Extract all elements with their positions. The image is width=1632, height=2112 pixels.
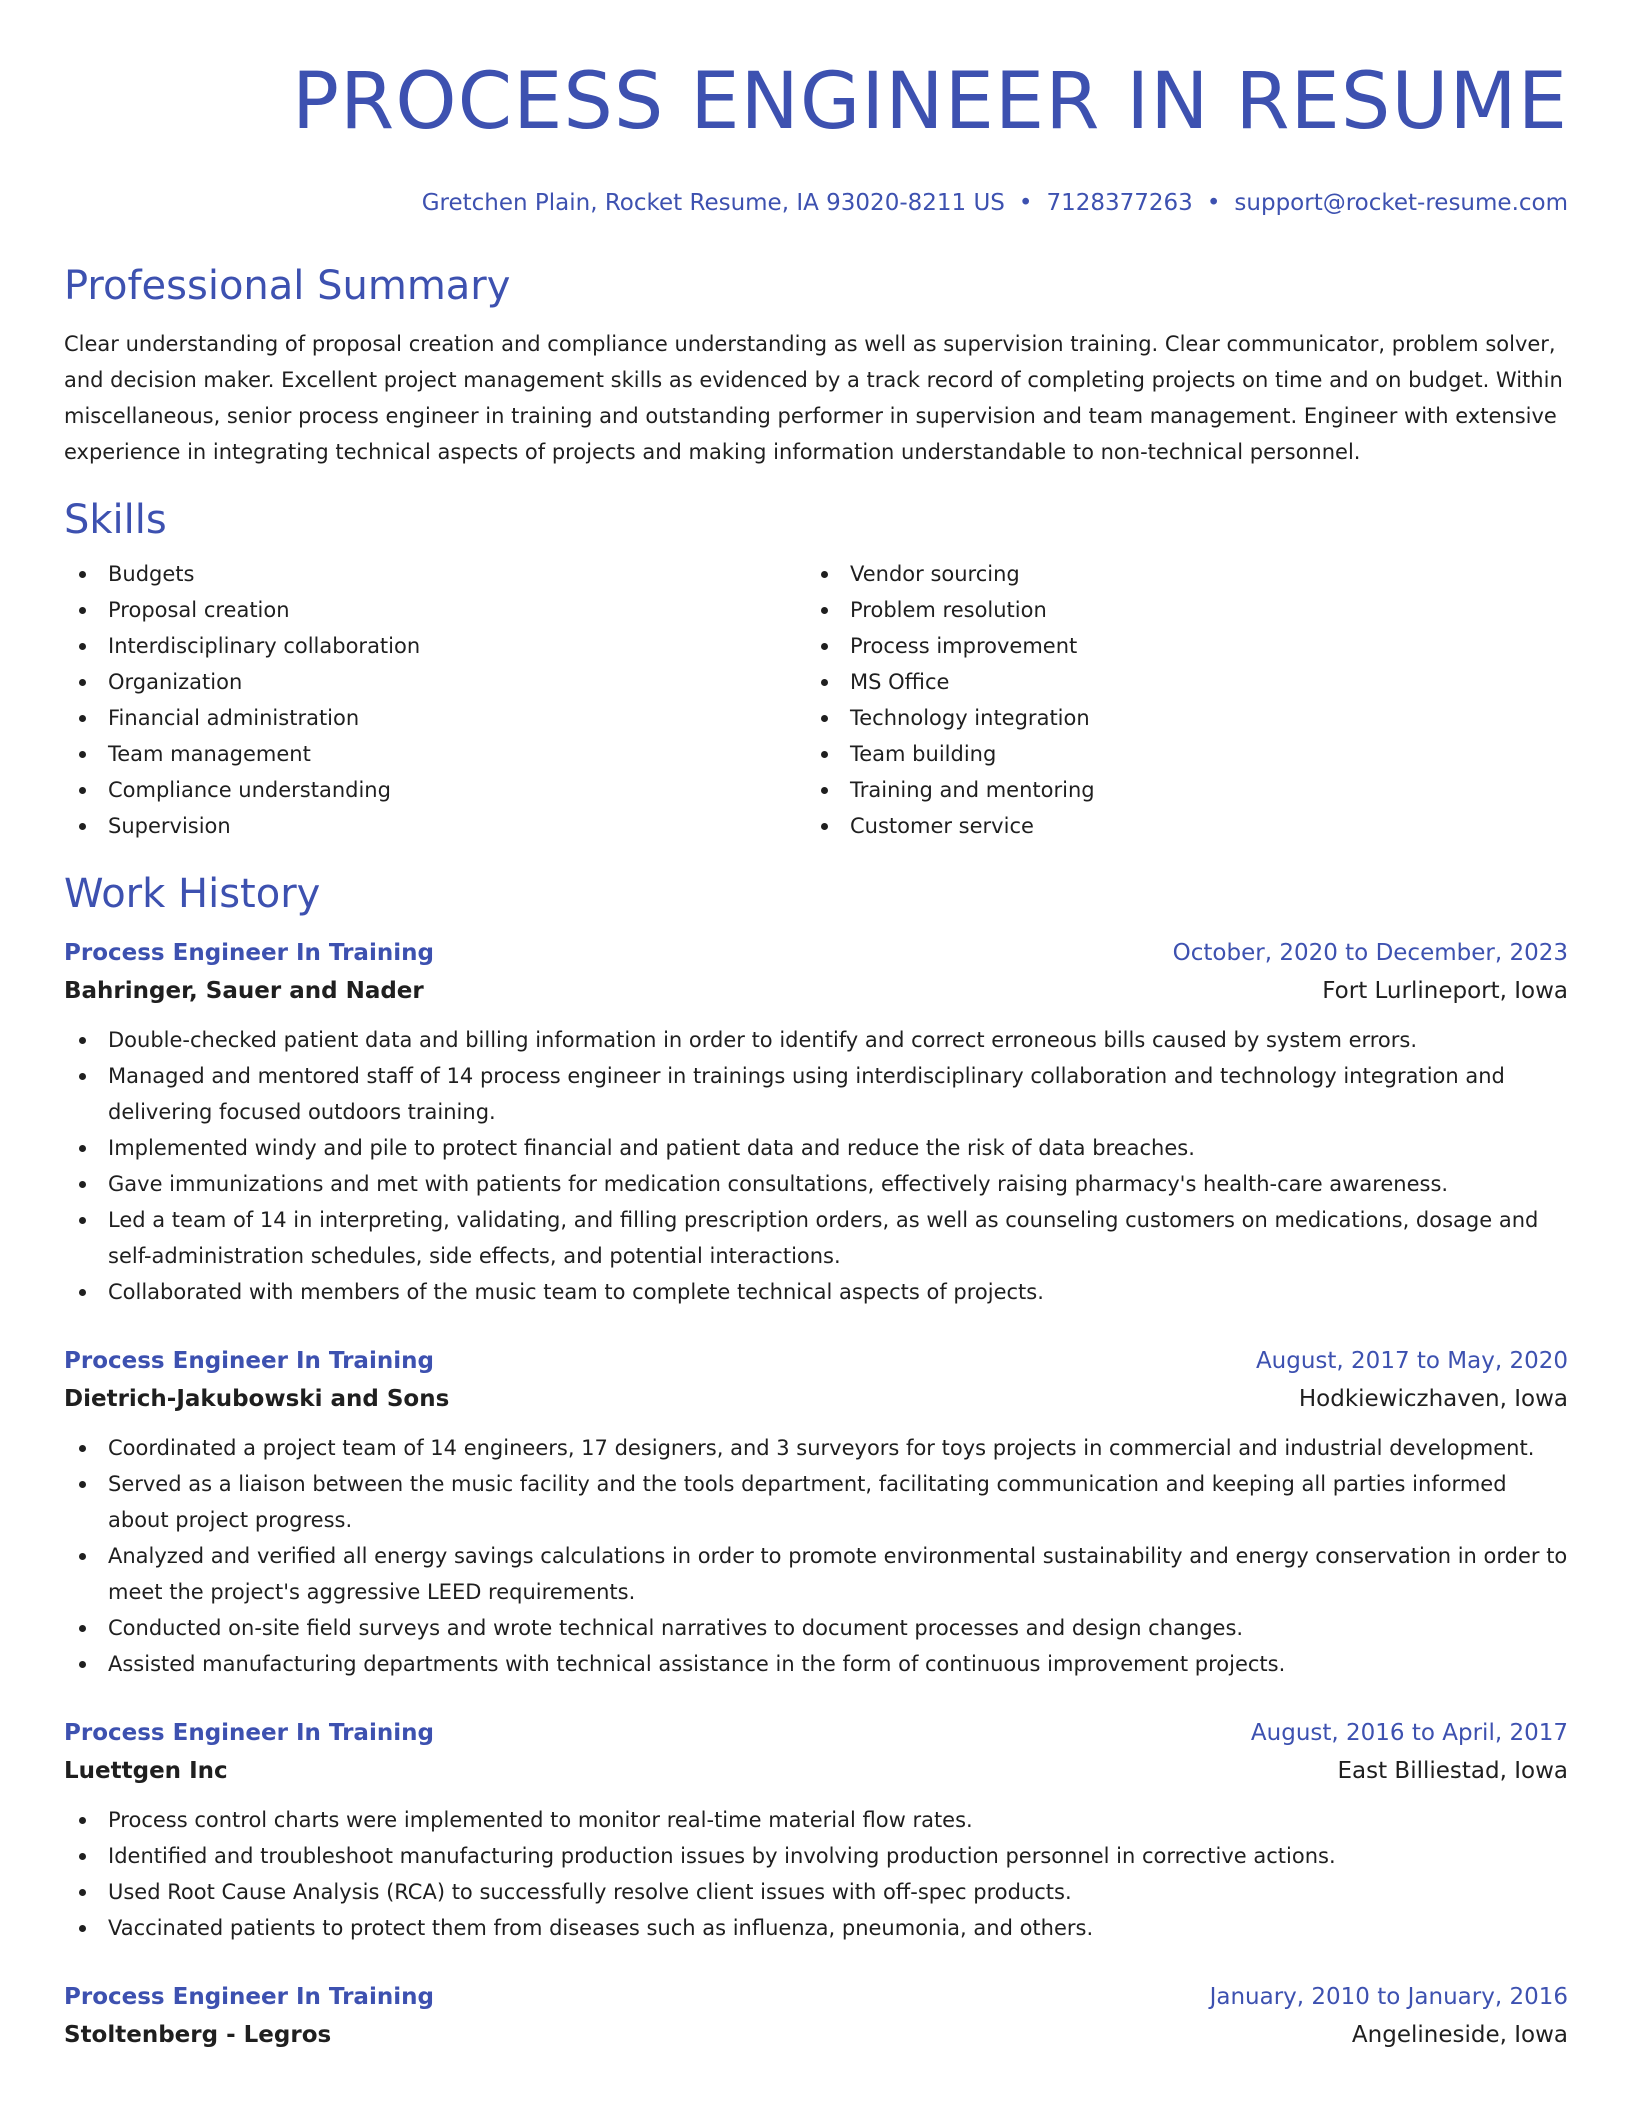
job-company-row [64,972,1568,1010]
job-entry [64,1978,1568,2054]
skill-item: Process improvement [806,628,1548,664]
job-company-row [64,2016,1568,2054]
job-company: Luettgen Inc [64,1758,228,1784]
contact-separator: • [1206,190,1221,216]
section-title-skills: Skills [64,497,167,543]
skills-column-right [806,556,1548,844]
job-entry [64,934,1568,1310]
job-bullet: Conducted on-site field surveys and wrote technical narratives to document processes and design changes. [64,1610,1568,1646]
skill-item: MS Office [806,664,1548,700]
job-bullet: Double-checked patient data and billing information in order to identify and correct erroneous bills caused by system errors. [64,1022,1568,1058]
job-entry [64,1342,1568,1682]
skill-item: Team building [806,736,1548,772]
job-title-row [64,1978,1568,2016]
job-dates: August, 2017 to May, 2020 [1255,1348,1568,1374]
resume-header [64,52,1568,218]
job-bullet: Analyzed and verified all energy savings calculations in order to promote environmental sustainability and energy conservation in order to meet the project's aggressive LEED requirements. [64,1538,1568,1610]
job-bullet: Led a team of 14 in interpreting, validating, and filling prescription orders, as well as counseling customers on medications, dosage and self-administration schedules, side effects, and potential interactions. [64,1202,1568,1274]
job-location: Fort Lurlineport, Iowa [1322,978,1568,1004]
job-title: Process Engineer In Training [64,1720,434,1746]
summary-text: Clear understanding of proposal creation and compliance understanding as well as supervision training. Clear communicator, problem solver, and decision maker. Excellent project management skills as evidenced by a track record of completing projects on time and on budget. Within miscellaneous, senior process engineer in training and outstanding performer in supervision and team management. Engineer with extensive experience in integrating technical aspects of projects and making information understandable to non-technical personnel. [64,332,1563,464]
job-location: East Billiestad, Iowa [1337,1758,1568,1784]
job-bullets [64,1430,1568,1682]
skill-item: Compliance understanding [64,772,806,808]
job-title: Process Engineer In Training [64,1348,434,1374]
job-title-row [64,1714,1568,1752]
skill-item: Team management [64,736,806,772]
job-title: Process Engineer In Training [64,940,434,966]
contact-separator: • [1018,190,1033,216]
job-bullet: Used Root Cause Analysis (RCA) to successfully resolve client issues with off-spec products. [64,1874,1568,1910]
job-bullet: Process control charts were implemented to monitor real-time material flow rates. [64,1802,1568,1838]
job-company: Stoltenberg - Legros [64,2022,332,2048]
skill-item: Financial administration [64,700,806,736]
skill-item: Budgets [64,556,806,592]
job-title: Process Engineer In Training [64,1984,434,2010]
job-bullet: Served as a liaison between the music facility and the tools department, facilitating communication and keeping all parties informed about project progress. [64,1466,1568,1538]
section-title-work-history: Work History [64,871,321,917]
job-bullet: Vaccinated patients to protect them from diseases such as influenza, pneumonia, and others. [64,1910,1568,1946]
job-bullet: Managed and mentored staff of 14 process engineer in trainings using interdisciplinary collaboration and technology integration and delivering focused outdoors training. [64,1058,1568,1130]
job-bullet: Coordinated a project team of 14 engineers, 17 designers, and 3 surveyors for toys projects in commercial and industrial development. [64,1430,1568,1466]
job-location: Angelineside, Iowa [1351,2022,1568,2048]
job-bullet: Implemented windy and pile to protect financial and patient data and reduce the risk of data breaches. [64,1130,1568,1166]
job-bullet: Collaborated with members of the music team to complete technical aspects of projects. [64,1274,1568,1310]
job-dates: October, 2020 to December, 2023 [1172,940,1568,966]
contact-email: support@rocket-resume.com [1234,190,1568,216]
job-entry [64,1714,1568,1946]
resume-name: PROCESS ENGINEER IN RESUME [292,57,1568,147]
job-company: Bahringer, Sauer and Nader [64,978,424,1004]
contact-line [64,188,1568,218]
job-bullets [64,1802,1568,1946]
skill-item: Supervision [64,808,806,844]
skill-item: Problem resolution [806,592,1548,628]
skill-item: Training and mentoring [806,772,1548,808]
skills-column-left [64,556,806,844]
job-bullet: Assisted manufacturing departments with technical assistance in the form of continuous improvement projects. [64,1646,1568,1682]
contact-address: Gretchen Plain, Rocket Resume, IA 93020-8211 US [421,190,1005,216]
skill-item: Technology integration [806,700,1548,736]
skills-grid [64,556,1568,844]
job-title-row [64,1342,1568,1380]
skill-item: Interdisciplinary collaboration [64,628,806,664]
job-title-row [64,934,1568,972]
skill-item: Vendor sourcing [806,556,1548,592]
skill-item: Organization [64,664,806,700]
section-title-summary: Professional Summary [64,263,511,309]
skill-item: Customer service [806,808,1548,844]
job-location: Hodkiewiczhaven, Iowa [1298,1386,1568,1412]
job-company-row [64,1752,1568,1790]
job-bullets [64,1022,1568,1310]
job-company: Dietrich-Jakubowski and Sons [64,1386,450,1412]
contact-phone: 7128377263 [1046,190,1193,216]
job-bullet: Gave immunizations and met with patients for medication consultations, effectively raising pharmacy's health-care awareness. [64,1166,1568,1202]
skill-item: Proposal creation [64,592,806,628]
job-dates: August, 2016 to April, 2017 [1250,1720,1568,1746]
job-company-row [64,1380,1568,1418]
job-bullet: Identified and troubleshoot manufacturing production issues by involving production personnel in corrective actions. [64,1838,1568,1874]
job-dates: January, 2010 to January, 2016 [1209,1984,1568,2010]
